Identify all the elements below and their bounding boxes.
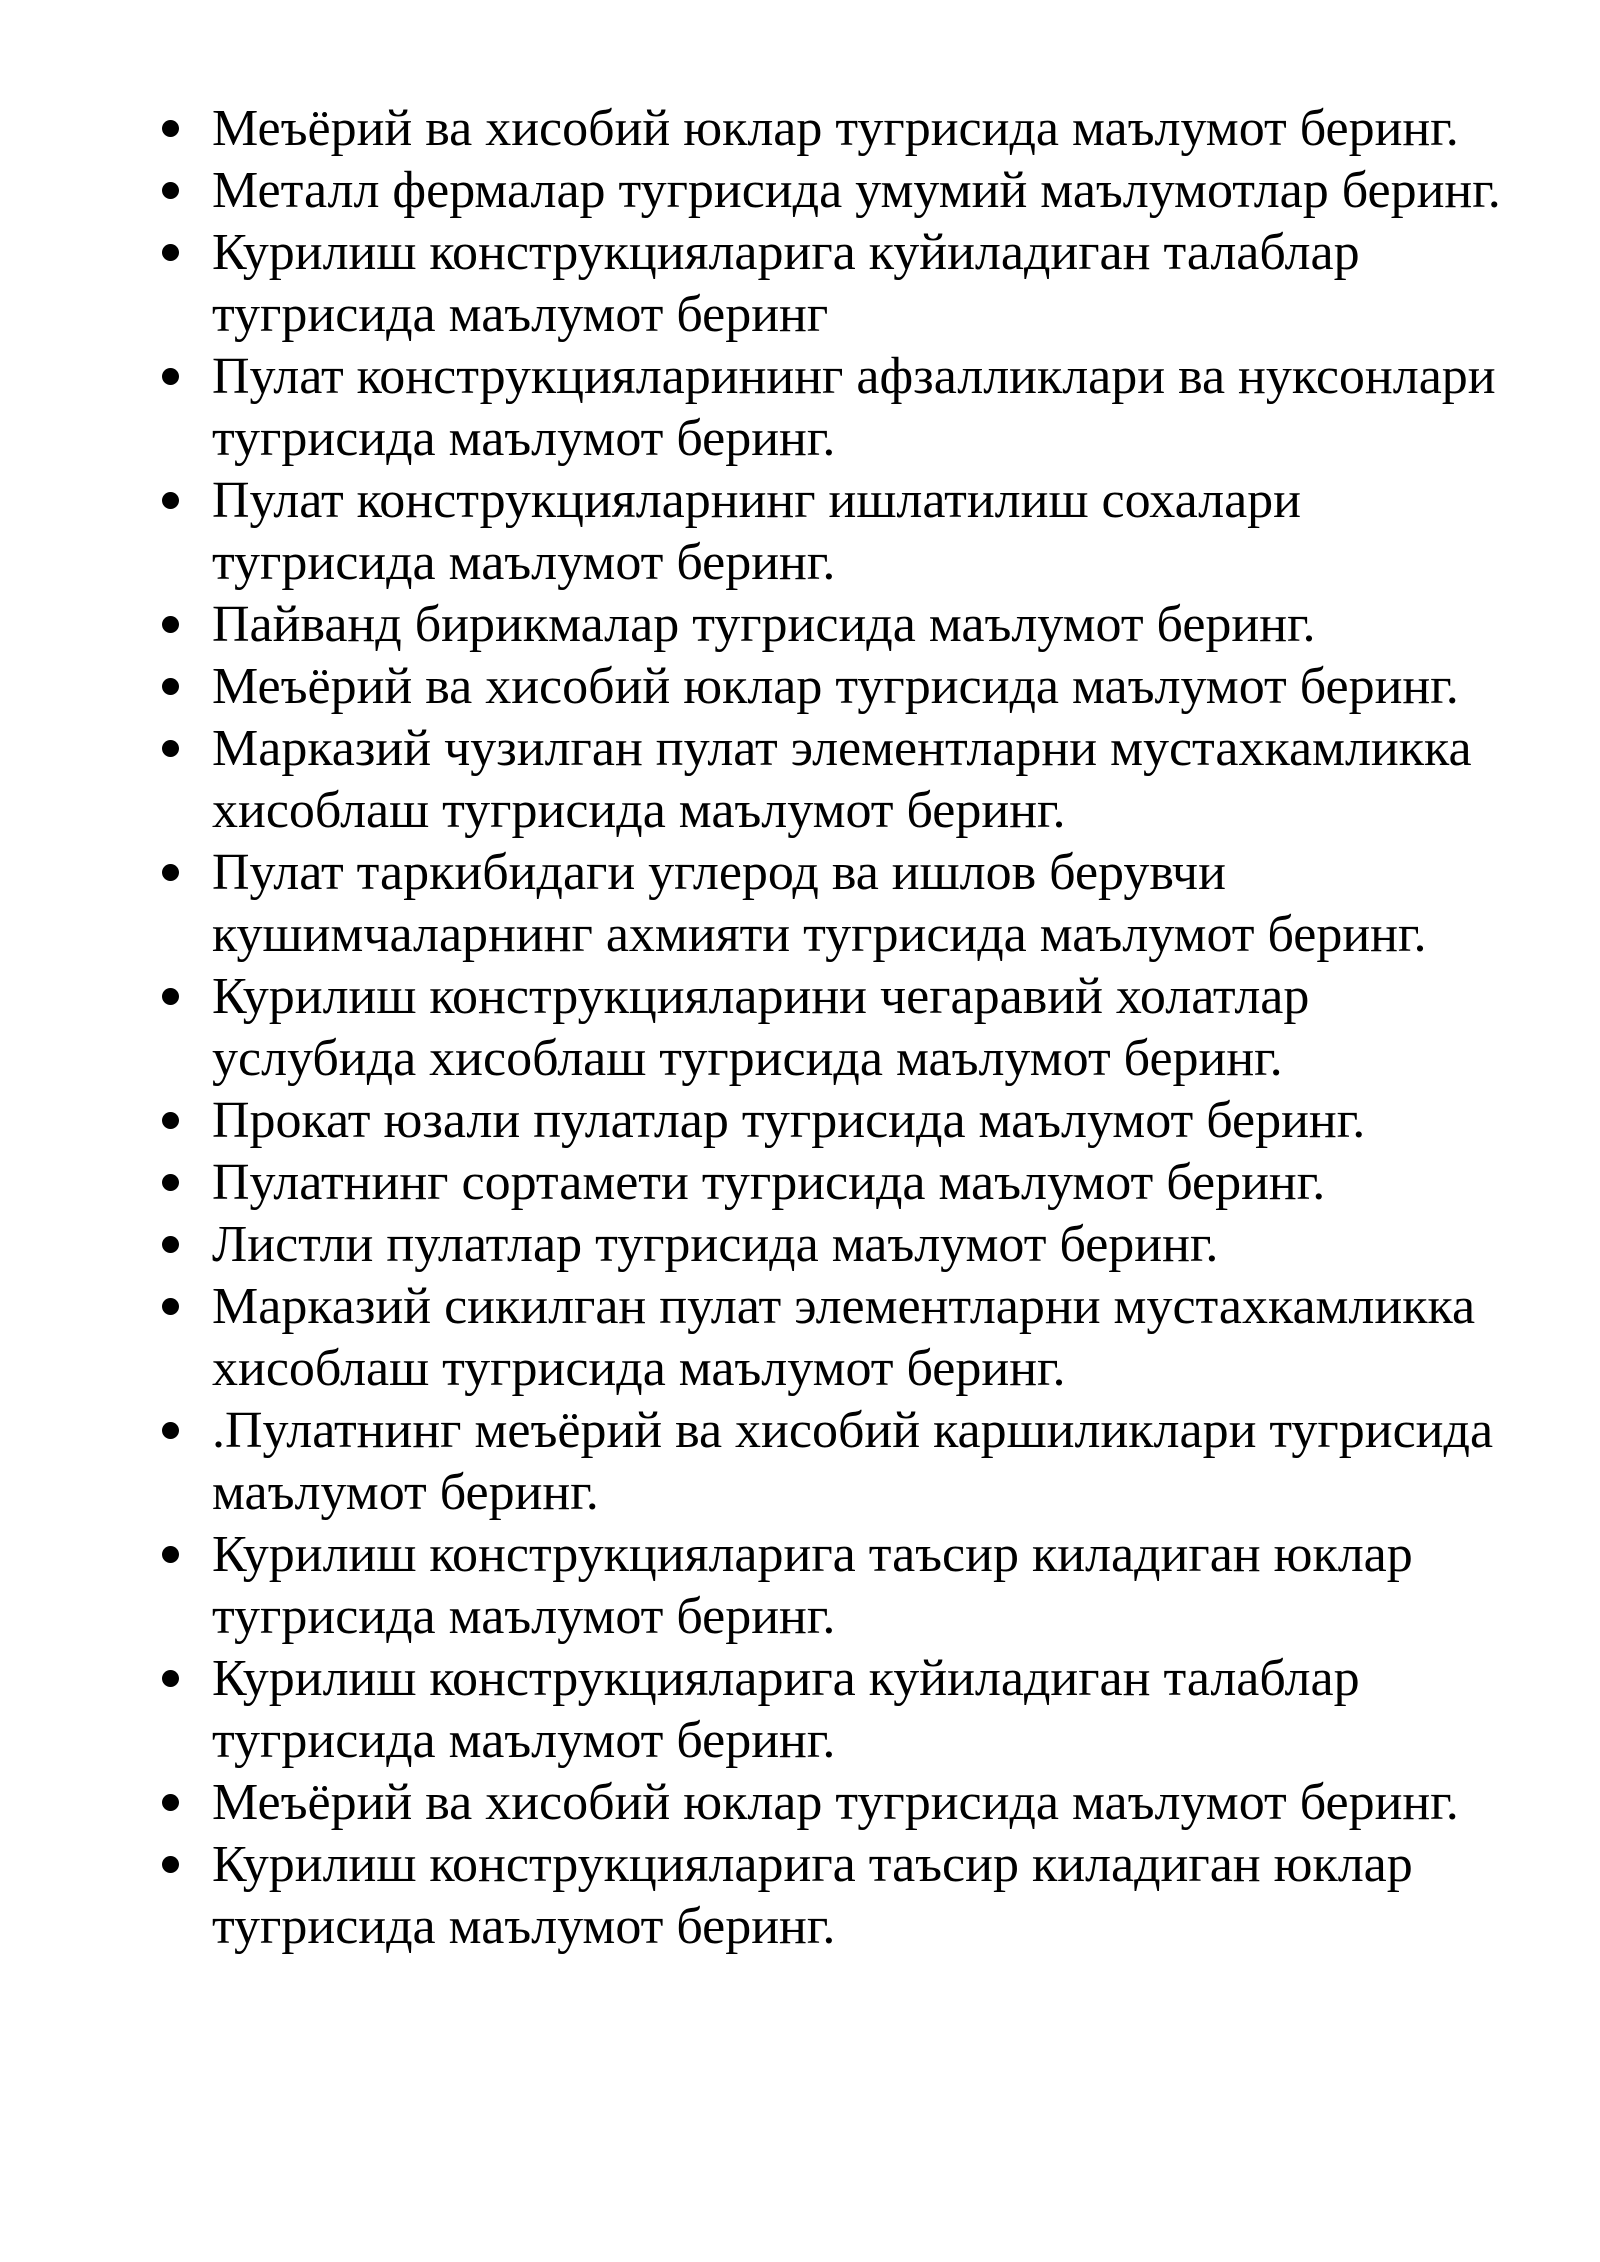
question-text: Металл фермалар тугрисида умумий маълумотлар беринг. — [212, 162, 1501, 219]
bullet-icon — [162, 1112, 179, 1129]
bullet-icon — [162, 1794, 179, 1811]
list-item — [160, 1772, 1520, 1834]
question-text: Меъёрий ва хисобий юклар тугрисида маълумот беринг. — [212, 100, 1459, 157]
question-text: Прокат юзали пулатлар тугрисида маълумот беринг. — [212, 1092, 1366, 1149]
list-item — [160, 1400, 1520, 1524]
question-text: Курилиш конструкцияларига таъсир киладиган юклар тугрисида маълумот беринг. — [212, 1836, 1413, 1955]
bullet-icon — [162, 492, 179, 509]
bullet-icon — [162, 616, 179, 633]
list-item — [160, 160, 1520, 222]
bullet-icon — [162, 120, 179, 137]
question-text: Пулатнинг сортамети тугрисида маълумот беринг. — [212, 1154, 1326, 1211]
bullet-icon — [162, 1546, 179, 1563]
list-item — [160, 470, 1520, 594]
bullet-icon — [162, 1422, 179, 1439]
question-text: .Пулатнинг меъёрий ва хисобий каршиликлари тугрисида маълумот беринг. — [212, 1402, 1494, 1521]
bullet-icon — [162, 678, 179, 695]
question-text: Курилиш конструкцияларига таъсир киладиган юклар тугрисида маълумот беринг. — [212, 1526, 1413, 1645]
question-text: Меъёрий ва хисобий юклар тугрисида маълумот беринг. — [212, 1774, 1459, 1831]
list-item — [160, 1834, 1520, 1958]
question-text: Пайванд бирикмалар тугрисида маълумот беринг. — [212, 596, 1316, 653]
question-text: Пулат конструкцияларининг афзалликлари ва нуксонлари тугрисида маълумот беринг. — [212, 348, 1496, 467]
question-text: Курилиш конструкцияларини чегаравий холатлар услубида хисоблаш тугрисида маълумот беринг. — [212, 968, 1310, 1087]
list-item — [160, 1648, 1520, 1772]
bullet-icon — [162, 1174, 179, 1191]
question-text: Пулат конструкцияларнинг ишлатилиш сохалари тугрисида маълумот беринг. — [212, 472, 1301, 591]
bullet-icon — [162, 1856, 179, 1873]
bullet-icon — [162, 1236, 179, 1253]
bullet-icon — [162, 182, 179, 199]
list-item — [160, 1524, 1520, 1648]
bullet-icon — [162, 1670, 179, 1687]
question-text: Листли пулатлар тугрисида маълумот беринг. — [212, 1216, 1219, 1273]
list-item — [160, 1276, 1520, 1400]
list-item — [160, 966, 1520, 1090]
list-item — [160, 1090, 1520, 1152]
list-item — [160, 1152, 1520, 1214]
list-item — [160, 222, 1520, 346]
bullet-icon — [162, 740, 179, 757]
list-item — [160, 346, 1520, 470]
bullet-icon — [162, 864, 179, 881]
question-text: Курилиш конструкцияларига куйиладиган талаблар тугрисида маълумот беринг. — [212, 1650, 1360, 1769]
bullet-icon — [162, 368, 179, 385]
bullet-icon — [162, 1298, 179, 1315]
list-item — [160, 718, 1520, 842]
question-text: Меъёрий ва хисобий юклар тугрисида маълумот беринг. — [212, 658, 1459, 715]
list-item — [160, 98, 1520, 160]
list-item — [160, 842, 1520, 966]
question-text: Марказий сикилган пулат элементларни мустахкамликка хисоблаш тугрисида маълумот беринг. — [212, 1278, 1476, 1397]
list-item — [160, 1214, 1520, 1276]
question-text: Пулат таркибидаги углерод ва ишлов берувчи кушимчаларнинг ахмияти тугрисида маълумот беринг. — [212, 844, 1427, 963]
bullet-icon — [162, 988, 179, 1005]
bullet-icon — [162, 244, 179, 261]
question-text: Курилиш конструкцияларига куйиладиган талаблар тугрисида маълумот беринг — [212, 224, 1360, 343]
question-list — [160, 98, 1520, 1958]
list-item — [160, 656, 1520, 718]
list-item — [160, 594, 1520, 656]
question-text: Марказий чузилган пулат элементларни мустахкамликка хисоблаш тугрисида маълумот беринг. — [212, 720, 1472, 839]
